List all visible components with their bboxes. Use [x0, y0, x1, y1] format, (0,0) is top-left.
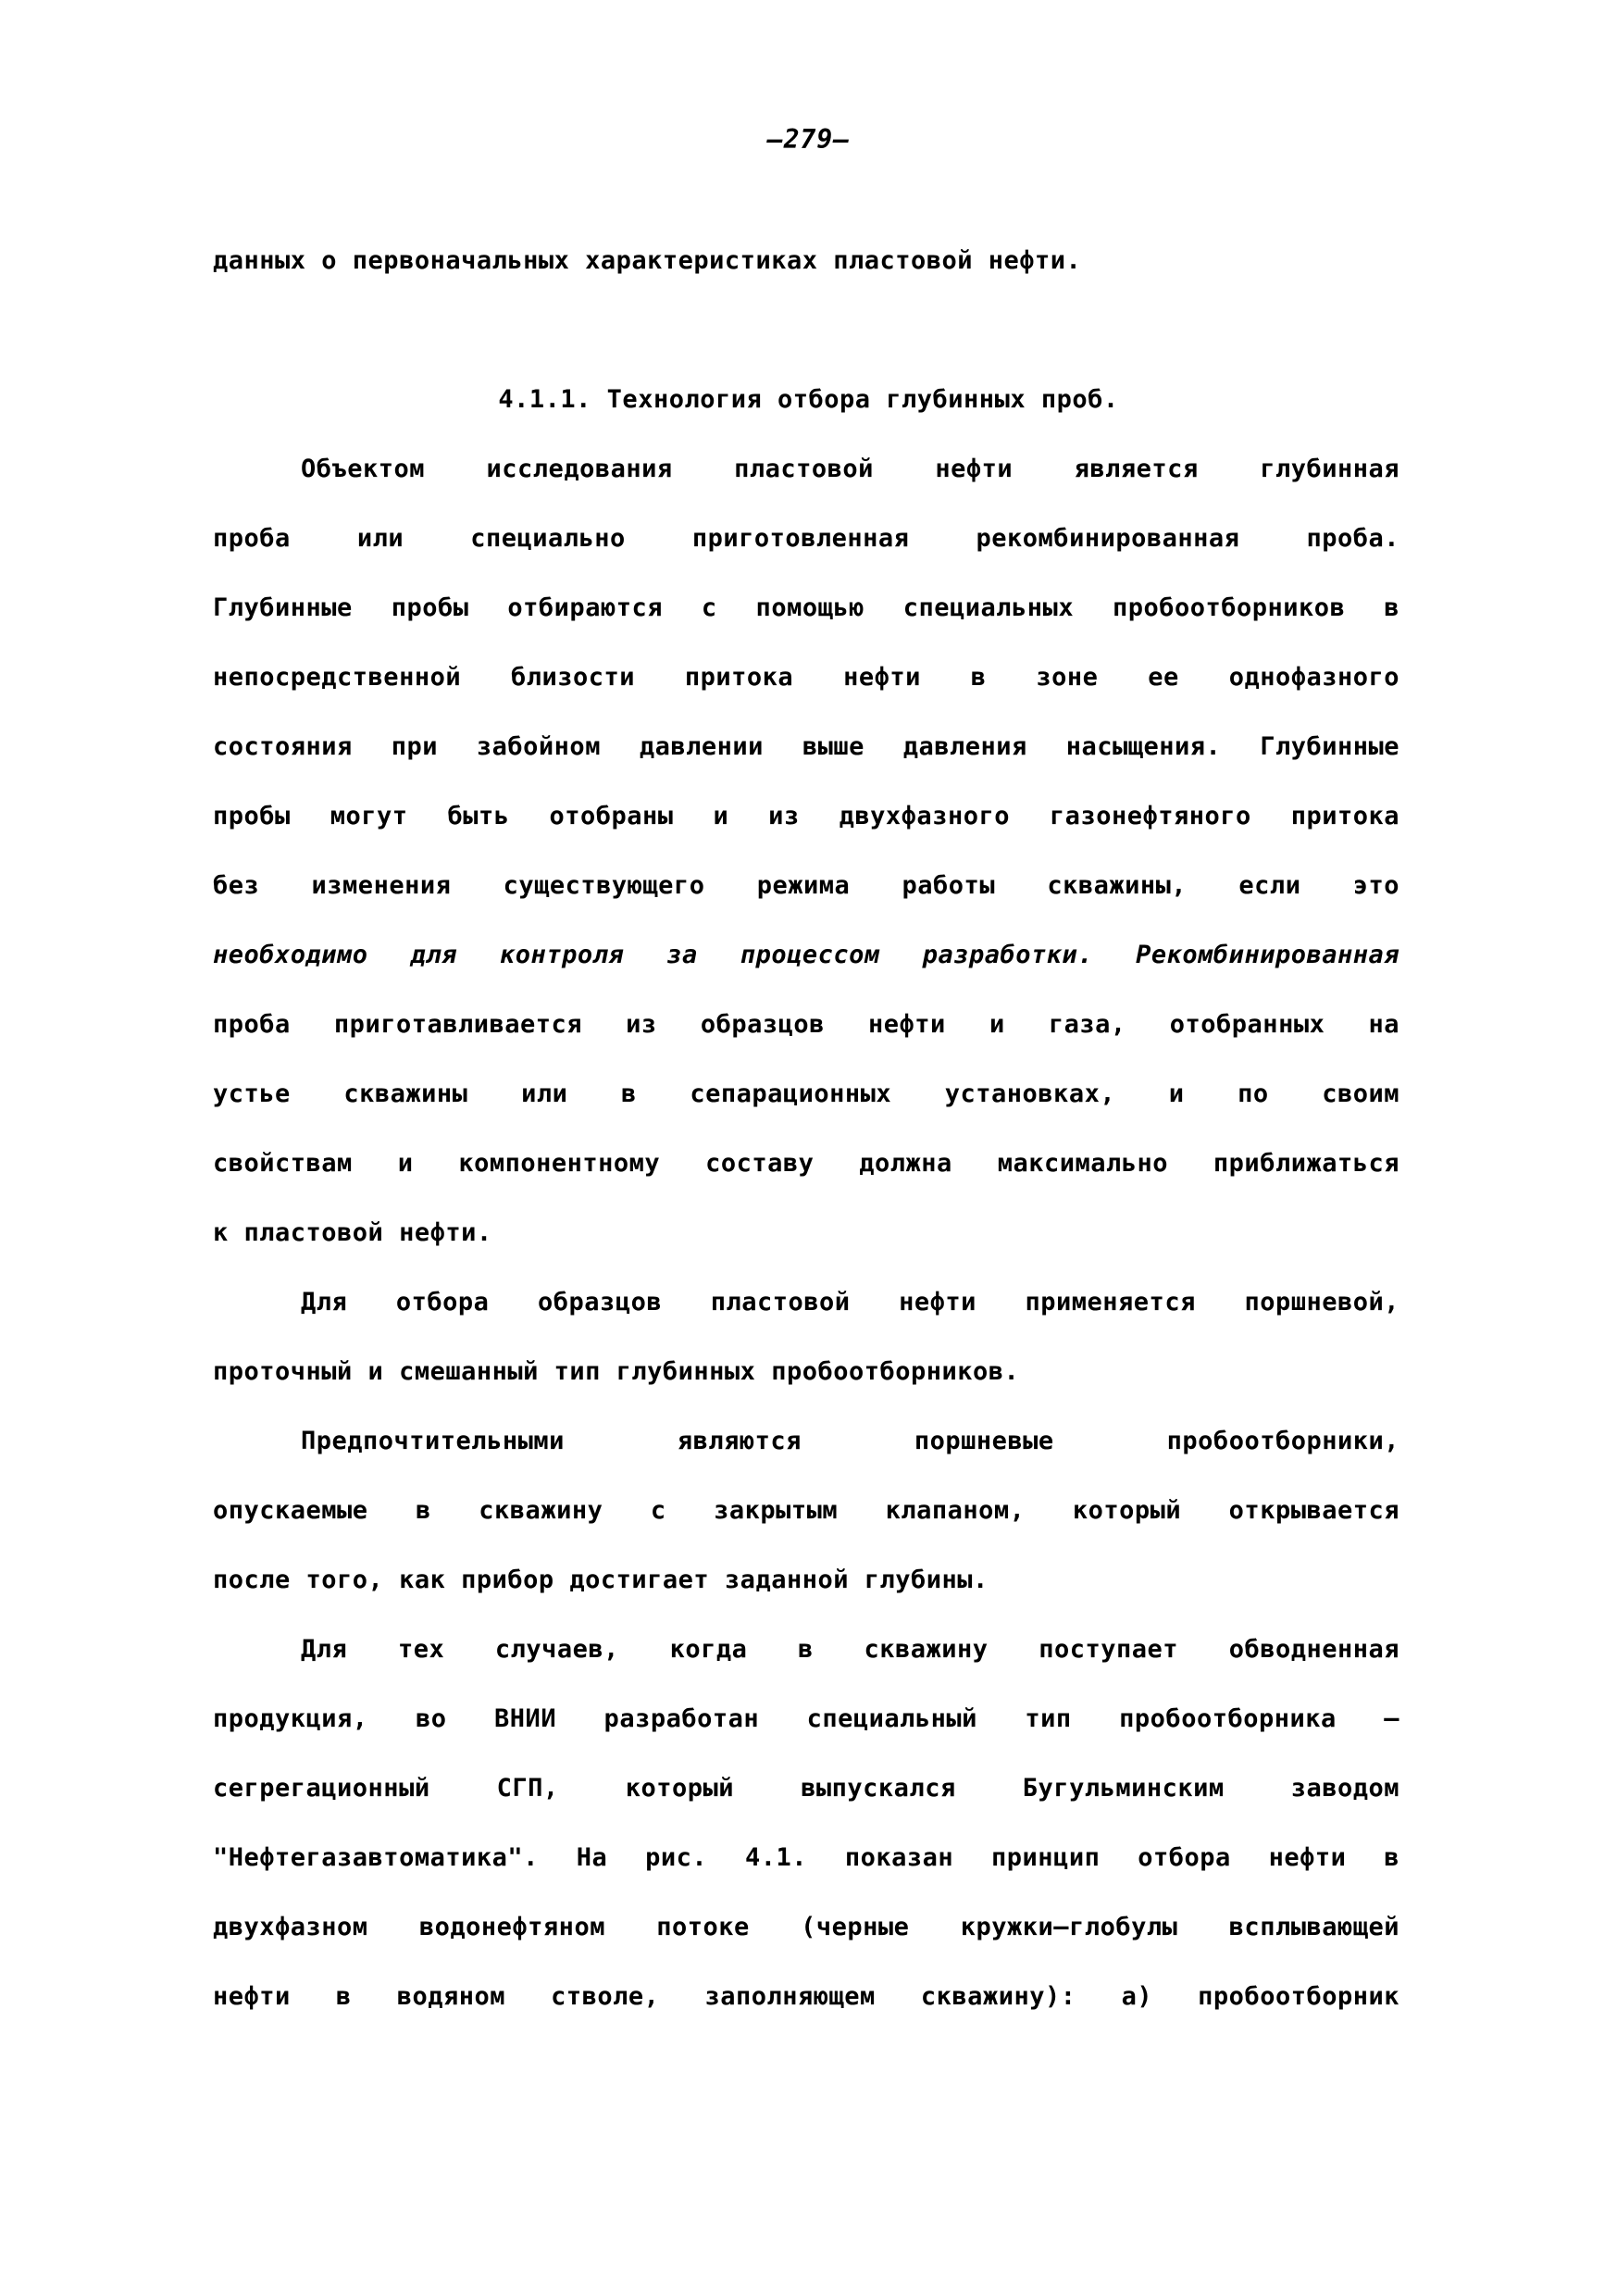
text-line: "Нефтегазавтоматика". На рис. 4.1. показан принцип отбора нефти в: [213, 1843, 1399, 1872]
section-heading: 4.1.1. Технология отбора глубинных проб.: [498, 385, 1119, 414]
text-line: проба приготавливается из образцов нефти и газа, отобранных на: [213, 1010, 1399, 1039]
text-line: устье скважины или в сепарационных установках, и по своим: [213, 1079, 1399, 1108]
text-line: после того, как прибор достигает заданной глубины.: [213, 1566, 989, 1594]
text-line: продукция, во ВНИИ разработан специальный тип пробоотборника –: [213, 1704, 1399, 1733]
text-line: Предпочтительными являются поршневые пробоотборники,: [301, 1427, 1399, 1455]
text-line: проба или специально приготовленная рекомбинированная проба.: [213, 524, 1399, 553]
text-line: непосредственной близости притока нефти в зоне ее однофазного: [213, 663, 1399, 692]
page-number: –279–: [766, 124, 851, 155]
text-line: Глубинные пробы отбираются с помощью специальных пробоотборников в: [213, 593, 1399, 622]
text-line: без изменения существующего режима работы скважины, если это: [213, 871, 1399, 900]
text-line: Для тех случаев, когда в скважину поступает обводненная: [301, 1635, 1399, 1664]
text-line: пробы могут быть отобраны и из двухфазного газонефтяного притока: [213, 802, 1399, 830]
text-line: сегрегационный СГП, который выпускался Бугульминским заводом: [213, 1774, 1399, 1803]
text-line: Объектом исследования пластовой нефти является глубинная: [301, 455, 1399, 483]
text-line: нефти в водяном стволе, заполняющем скважину): а) пробоотборник: [213, 1982, 1399, 2011]
text-line: опускаемые в скважину с закрытым клапаном, который открывается: [213, 1496, 1399, 1525]
text-line: данных о первоначальных характеристиках пластовой нефти.: [213, 246, 1082, 275]
text-line: проточный и смешанный тип глубинных пробоотборников.: [213, 1357, 1020, 1386]
text-line: необходимо для контроля за процессом разработки. Рекомбинированная: [213, 941, 1399, 969]
text-line: состояния при забойном давлении выше давления насыщения. Глубинные: [213, 732, 1399, 761]
text-line: свойствам и компонентному составу должна максимально приближаться: [213, 1149, 1399, 1178]
text-line: к пластовой нефти.: [213, 1218, 492, 1247]
text-line: двухфазном водонефтяном потоке (черные кружки–глобулы всплывающей: [213, 1913, 1399, 1941]
text-line: Для отбора образцов пластовой нефти применяется поршневой,: [301, 1288, 1399, 1316]
